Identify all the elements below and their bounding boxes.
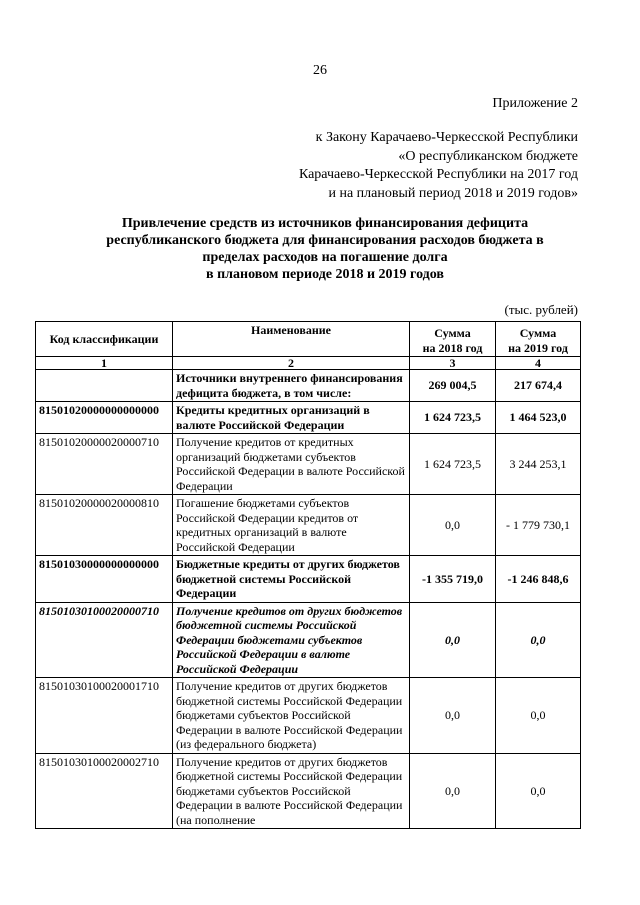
appendix-label: Приложение 2 xyxy=(492,96,578,111)
row-name: Получение кредитов от кредитных организаций бюджетами субъектов Российской Федерации в валюте Российской Федерации xyxy=(173,434,410,495)
title-line: пределах расходов на погашение долга xyxy=(202,250,448,265)
row-sum-2019: -1 246 848,6 xyxy=(496,556,581,603)
law-reference-line: «О республиканском бюджете xyxy=(398,148,578,164)
row-code xyxy=(36,370,173,402)
row-code: 81501030100020002710 xyxy=(36,753,173,829)
sources-table xyxy=(35,321,581,829)
row-sum-2019: 0,0 xyxy=(496,753,581,829)
row-name: Бюджетные кредиты от других бюджетов бюджетной системы Российской Федерации xyxy=(173,556,410,603)
header-name: Наименование xyxy=(173,322,410,357)
row-code: 81501030000000000000 xyxy=(36,556,173,603)
row-sum-2018: 1 624 723,5 xyxy=(410,402,496,434)
table-row xyxy=(36,678,581,754)
row-code: 81501030100020000710 xyxy=(36,602,173,678)
row-sum-2019: 217 674,4 xyxy=(496,370,581,402)
header-sum-2018-line2: на 2018 год xyxy=(422,340,483,355)
page-number: 26 xyxy=(313,63,327,78)
row-code: 81501030100020001710 xyxy=(36,678,173,754)
document-title xyxy=(60,215,590,283)
row-sum-2019: 3 244 253,1 xyxy=(496,434,581,495)
column-number: 4 xyxy=(496,357,581,370)
row-name: Источники внутреннего финансирования дефицита бюджета, в том числе: xyxy=(173,370,410,402)
column-number-row xyxy=(36,357,581,370)
row-code: 81501020000020000810 xyxy=(36,495,173,556)
row-code: 81501020000000000000 xyxy=(36,402,173,434)
table-row xyxy=(36,602,581,678)
header-sum-2018-line1: Сумма xyxy=(434,326,471,340)
row-name: Получение кредитов от других бюджетов бюджетной системы Российской Федерации бюджетами субъектов Российской Федерации в валюте Российской Федерации xyxy=(173,602,410,678)
row-sum-2018: 0,0 xyxy=(410,678,496,754)
column-number: 1 xyxy=(36,357,173,370)
row-name: Получение кредитов от других бюджетов бюджетной системы Российской Федерации бюджетами субъектов Российской Федерации в валюте Российской Федерации (на пополнение xyxy=(173,753,410,829)
row-sum-2018: 0,0 xyxy=(410,602,496,678)
header-code: Код классификации xyxy=(36,322,173,357)
row-sum-2018: 269 004,5 xyxy=(410,370,496,402)
column-number: 3 xyxy=(410,357,496,370)
row-name: Погашение бюджетами субъектов Российской Федерации кредитов от кредитных организаций в валюте Российской Федерации xyxy=(173,495,410,556)
units-label: (тыс. рублей) xyxy=(504,302,578,317)
row-sum-2019: 1 464 523,0 xyxy=(496,402,581,434)
title-line: Привлечение средств из источников финансирования дефицита xyxy=(121,216,529,231)
table-row xyxy=(36,495,581,556)
law-reference-line: Карачаево-Черкесской Республики на 2017 год xyxy=(298,167,578,182)
column-number: 2 xyxy=(173,357,410,370)
table-header-row xyxy=(36,322,581,357)
row-sum-2019: 0,0 xyxy=(496,602,581,678)
table-row xyxy=(36,556,581,603)
table-row xyxy=(36,402,581,434)
header-sum-2019 xyxy=(496,322,581,357)
row-name: Получение кредитов от других бюджетов бюджетной системы Российской Федерации бюджетами субъектов Российской Федерации в валюте Российской Федерации (из федерального бюджета) xyxy=(173,678,410,754)
row-sum-2018: 0,0 xyxy=(410,753,496,829)
row-name: Кредиты кредитных организаций в валюте Российской Федерации xyxy=(173,402,410,434)
row-sum-2018: 0,0 xyxy=(410,495,496,556)
law-reference-line: к Закону Карачаево-Черкесской Республики xyxy=(315,130,578,145)
row-sum-2019: - 1 779 730,1 xyxy=(496,495,581,556)
table-row xyxy=(36,434,581,495)
law-reference-line: и на плановый период 2018 и 2019 годов» xyxy=(328,185,578,201)
header-sum-2018 xyxy=(410,322,496,357)
title-line: в плановом периоде 2018 и 2019 годов xyxy=(206,267,444,282)
row-sum-2019: 0,0 xyxy=(496,678,581,754)
header-sum-2019-line2: на 2019 год xyxy=(508,340,568,355)
table-row xyxy=(36,370,581,402)
table-row xyxy=(36,753,581,829)
row-sum-2018: -1 355 719,0 xyxy=(410,556,496,603)
header-sum-2019-line1: Сумма xyxy=(519,326,557,340)
row-sum-2018: 1 624 723,5 xyxy=(410,434,496,495)
title-line: республиканского бюджета для финансирования расходов бюджета в xyxy=(106,233,544,248)
row-code: 81501020000020000710 xyxy=(36,434,173,495)
law-reference xyxy=(299,129,578,203)
